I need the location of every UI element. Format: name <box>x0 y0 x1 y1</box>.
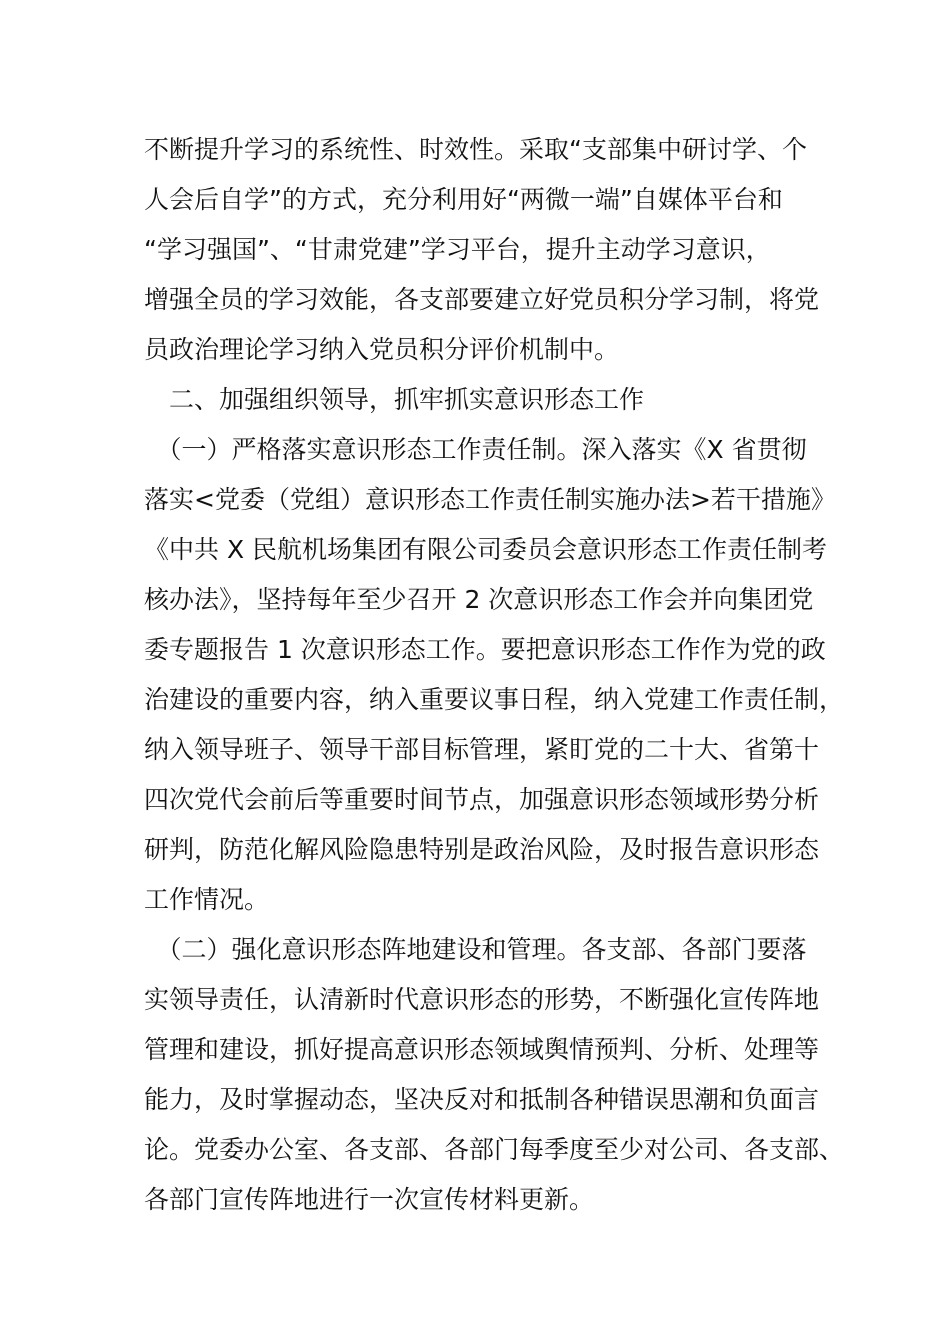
subsection-2-line-4: 能力，及时掌握动态，坚决反对和抵制各种错误思潮和负面言 <box>144 1085 820 1114</box>
body-line-5: 员政治理论学习纳入党员积分评价机制中。 <box>144 335 620 364</box>
subsection-1-line-5: 委专题报告 1 次意识形态工作。要把意识形态工作作为党的政 <box>144 635 826 664</box>
subsection-1-line-2: 落实<党委（党组）意识形态工作责任制实施办法>若干措施》 <box>144 485 836 514</box>
body-line-4: 增强全员的学习效能，各支部要建立好党员积分学习制，将党 <box>144 285 820 314</box>
subsection-1-line-4: 核办法》，坚持每年至少召开 2 次意识形态工作会并向集团党 <box>144 585 814 614</box>
subsection-2-line-2: 实领导责任，认清新时代意识形态的形势，不断强化宣传阵地 <box>144 985 820 1014</box>
subsection-2-line-6: 各部门宣传阵地进行一次宣传材料更新。 <box>144 1185 595 1214</box>
subsection-1-line-8: 四次党代会前后等重要时间节点，加强意识形态领域形势分析 <box>144 785 820 814</box>
body-line-2: 人会后自学”的方式，充分利用好“两微一端”自媒体平台和 <box>144 185 783 214</box>
subsection-1-line-7: 纳入领导班子、领导干部目标管理，紧盯党的二十大、省第十 <box>144 735 820 764</box>
subsection-1-line-10: 工作情况。 <box>144 885 270 914</box>
body-line-1: 不断提升学习的系统性、时效性。采取“支部集中研讨学、个 <box>144 135 807 164</box>
subsection-1-line-9: 研判，防范化解风险隐患特别是政治风险，及时报告意识形态 <box>144 835 820 864</box>
subsection-2-line-3: 管理和建设，抓好提高意识形态领域舆情预判、分析、处理等 <box>144 1035 820 1064</box>
subsection-2-line-5: 论。党委办公室、各支部、各部门每季度至少对公司、各支部、 <box>144 1135 845 1164</box>
subsection-1-line-1: （一）严格落实意识形态工作责任制。深入落实《X 省贯彻 <box>144 435 807 464</box>
body-line-3: “学习强国”、“甘肃党建”学习平台，提升主动学习意识， <box>144 235 771 264</box>
section-heading-2: 二、加强组织领导，抓牢抓实意识形态工作 <box>144 385 645 414</box>
document-body <box>144 125 845 1225</box>
subsection-1-line-6: 治建设的重要内容，纳入重要议事日程，纳入党建工作责任制， <box>144 685 845 714</box>
subsection-1-line-3: 《中共 X 民航机场集团有限公司委员会意识形态工作责任制考 <box>144 535 828 564</box>
subsection-2-line-1: （二）强化意识形态阵地建设和管理。各支部、各部门要落 <box>144 935 807 964</box>
